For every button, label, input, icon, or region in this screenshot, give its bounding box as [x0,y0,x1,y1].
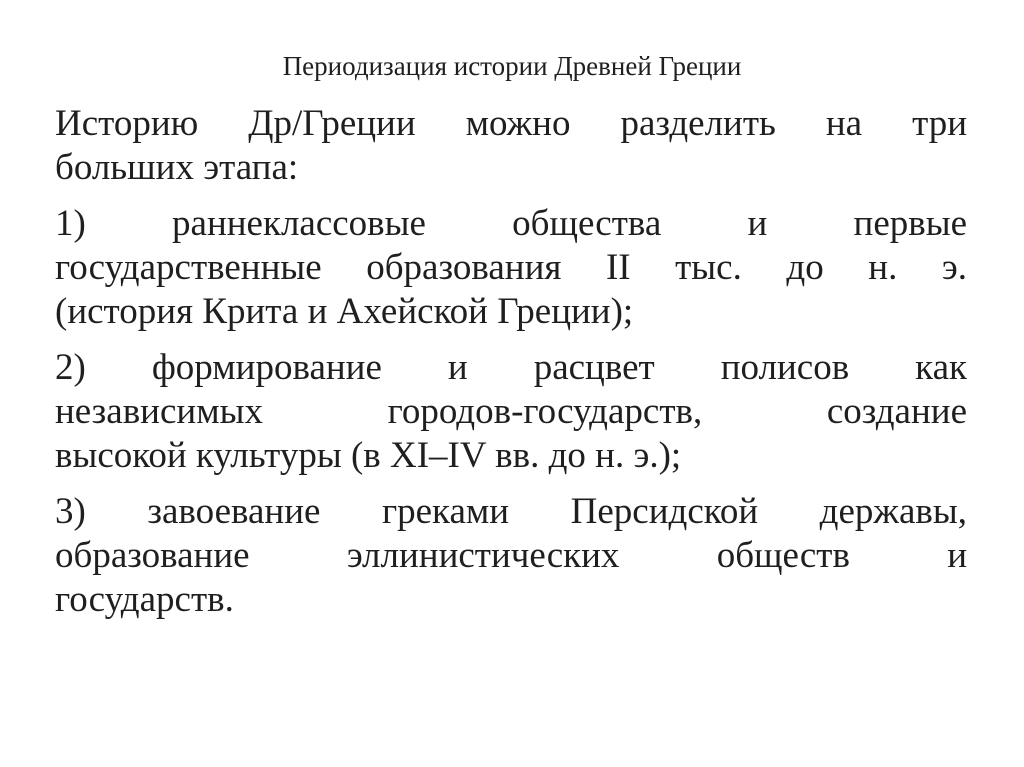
paragraph-line: больших этапа: [55,147,299,188]
paragraph-line: (история Крита и Ахейской Греции); [55,291,634,332]
paragraph-line: независимых городов-государств, создание [55,391,967,432]
paragraph-line: образование эллинистических обществ и [55,535,967,576]
stage-2-paragraph [55,346,967,478]
stage-1-paragraph [55,202,967,334]
slide-body [55,102,967,634]
paragraph-line: 2) формирование и расцвет полисов как [55,347,967,388]
paragraph-line: 3) завоевание греками Персидской державы, [55,491,967,532]
slide-title: Периодизация истории Древней Греции [282,51,742,81]
intro-paragraph [55,102,967,190]
paragraph-line: высокой культуры (в XI–IV вв. до н. э.); [55,435,682,476]
paragraph-line: государственные образования II тыс. до н. э. [55,247,967,288]
paragraph-line: государств. [55,579,234,620]
stage-3-paragraph [55,490,967,622]
paragraph-line: 1) раннеклассовые общества и первые [55,203,967,244]
paragraph-line: Историю Др/Греции можно разделить на три [55,103,967,144]
